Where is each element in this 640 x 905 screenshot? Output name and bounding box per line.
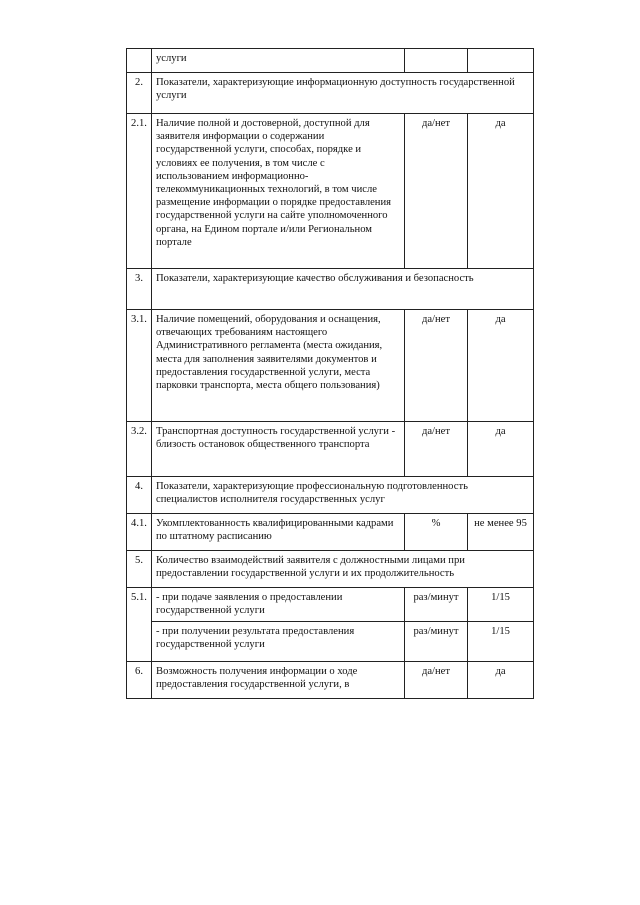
row-unit: да/нет	[405, 114, 468, 269]
table-row	[127, 477, 534, 514]
row-value: не менее 95	[468, 514, 534, 551]
table-row	[127, 622, 534, 662]
row-unit: да/нет	[405, 310, 468, 422]
row-unit: да/нет	[405, 662, 468, 699]
row-description: Возможность получения информации о ходе предоставления государственной услуги, в	[152, 662, 405, 699]
table-row	[127, 514, 534, 551]
row-value	[468, 49, 534, 73]
row-description: - при подаче заявления о предоставлении государственной услуги	[152, 588, 405, 622]
row-value: да	[468, 310, 534, 422]
table-row	[127, 49, 534, 73]
row-number: 3.2.	[127, 422, 152, 477]
section-title: Показатели, характеризующие информационную доступность государственной услуги	[152, 73, 534, 114]
row-value: да	[468, 422, 534, 477]
row-unit: %	[405, 514, 468, 551]
row-number	[127, 49, 152, 73]
row-value: 1/15	[468, 622, 534, 662]
table-row	[127, 114, 534, 269]
row-number: 5.1.	[127, 588, 152, 662]
row-unit: раз/минут	[405, 622, 468, 662]
section-title: Показатели, характеризующие качество обслуживания и безопасность	[152, 269, 534, 310]
table-row	[127, 588, 534, 622]
row-number: 4.1.	[127, 514, 152, 551]
table-row	[127, 662, 534, 699]
row-description: Наличие помещений, оборудования и оснащения, отвечающих требованиям настоящего Административного регламента (места ожидания, места для заполнения заявителями документов и предоставления государственной услуги, места парковки транспорта, места общего пользования)	[152, 310, 405, 422]
section-title: Показатели, характеризующие профессиональную подготовленность специалистов исполнителя государственных услуг	[152, 477, 534, 514]
table-row	[127, 310, 534, 422]
row-number: 6.	[127, 662, 152, 699]
row-number: 3.1.	[127, 310, 152, 422]
table-row	[127, 422, 534, 477]
row-description: Транспортная доступность государственной услуги - близость остановок общественного транспорта	[152, 422, 405, 477]
row-unit: раз/минут	[405, 588, 468, 622]
row-unit	[405, 49, 468, 73]
section-title: Количество взаимодействий заявителя с должностными лицами при предоставлении государственной услуги и их продолжительность	[152, 551, 534, 588]
row-value: да	[468, 662, 534, 699]
indicators-table	[126, 48, 534, 699]
row-value: 1/15	[468, 588, 534, 622]
section-number: 4.	[127, 477, 152, 514]
table-row	[127, 269, 534, 310]
row-number: 2.1.	[127, 114, 152, 269]
section-number: 5.	[127, 551, 152, 588]
section-number: 2.	[127, 73, 152, 114]
table-row	[127, 73, 534, 114]
row-description: услуги	[152, 49, 405, 73]
row-description: Наличие полной и достоверной, доступной для заявителя информации о содержании государственной услуги, способах, порядке и условиях ее получения, в том числе с использованием информационно-телекоммуникационных технологий, в том числе размещение информации о порядке предоставления государственной услуги на сайте уполномоченного органа, на Едином портале и/или Региональном портале	[152, 114, 405, 269]
row-unit: да/нет	[405, 422, 468, 477]
row-description: Укомплектованность квалифицированными кадрами по штатному расписанию	[152, 514, 405, 551]
section-number: 3.	[127, 269, 152, 310]
row-description: - при получении результата предоставления государственной услуги	[152, 622, 405, 662]
row-value: да	[468, 114, 534, 269]
table-row	[127, 551, 534, 588]
